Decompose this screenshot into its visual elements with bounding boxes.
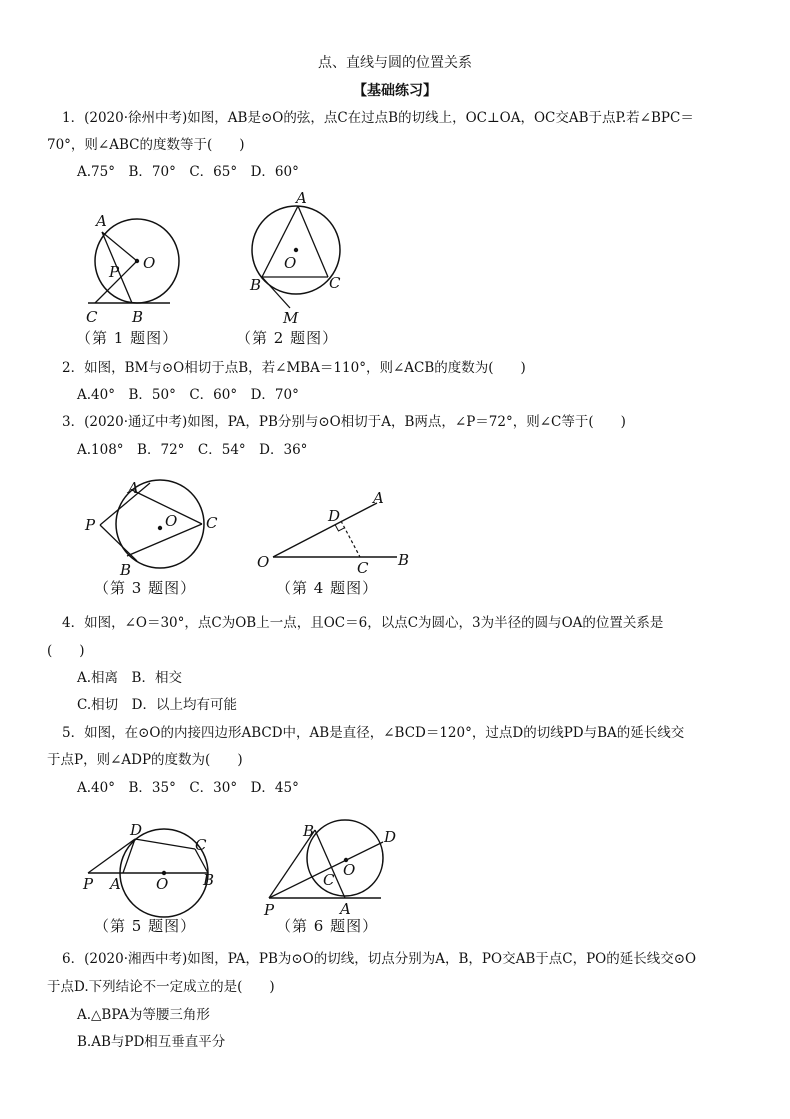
fig6-label-D: D bbox=[384, 828, 397, 846]
fig6-label-P: P bbox=[264, 901, 275, 919]
figure-1-diagram bbox=[80, 200, 190, 330]
fig1-label-C: C bbox=[86, 308, 98, 326]
q1-text-line1: 1．(2020·徐州中考)如图，AB是⊙O的弦，点C在过点B的切线上，OC⊥OA，OC交AB于点P.若∠BPC＝ bbox=[62, 110, 694, 126]
q2-options: A.40° B．50° C．60° D．70° bbox=[77, 387, 299, 403]
figure-6-caption: （第 6 题图） bbox=[276, 917, 379, 935]
fig5-label-A: A bbox=[110, 875, 121, 893]
figure-6-diagram bbox=[255, 818, 405, 918]
fig2-label-O: O bbox=[284, 254, 297, 272]
fig4-label-O: O bbox=[257, 553, 270, 571]
fig3-label-A: A bbox=[128, 479, 139, 497]
figure-5-caption: （第 5 题图） bbox=[94, 917, 197, 935]
section-heading: 【基础练习】 bbox=[353, 83, 437, 99]
fig6-label-A: A bbox=[340, 900, 351, 918]
q4-options-row1: A.相离 B．相交 bbox=[77, 670, 182, 686]
fig3-label-C: C bbox=[206, 514, 218, 532]
fig1-label-O: O bbox=[143, 254, 156, 272]
figure-3-caption: （第 3 题图） bbox=[94, 579, 197, 597]
fig5-label-O: O bbox=[156, 875, 169, 893]
fig4-label-D: D bbox=[328, 507, 341, 525]
figure-4-diagram bbox=[255, 485, 420, 575]
q5-text-line2: 于点P，则∠ADP的度数为( ) bbox=[47, 752, 243, 768]
q1-options: A.75° B．70° C．65° D．60° bbox=[77, 164, 299, 180]
q4-text-line1: 4．如图，∠O＝30°，点C为OB上一点，且OC＝6，以点C为圆心，3为半径的圆与OA的位置关系是 bbox=[62, 615, 664, 631]
fig1-label-B: B bbox=[132, 308, 144, 326]
q4-text-line2: ( ) bbox=[47, 643, 85, 659]
fig1-label-P: P bbox=[109, 263, 120, 281]
fig5-label-C: C bbox=[195, 836, 207, 854]
fig6-label-B: B bbox=[303, 822, 315, 840]
page-title: 点、直线与圆的位置关系 bbox=[318, 55, 472, 71]
q5-options: A.40° B．35° C．30° D．45° bbox=[77, 780, 299, 796]
fig6-label-C: C bbox=[323, 871, 335, 889]
fig5-label-P: P bbox=[83, 875, 94, 893]
q6-option-a: A.△BPA为等腰三角形 bbox=[77, 1007, 210, 1023]
q6-text-line2: 于点D.下列结论不一定成立的是( ) bbox=[47, 979, 275, 995]
q3-options: A.108° B．72° C．54° D．36° bbox=[77, 442, 308, 458]
q5-text-line1: 5．如图，在⊙O的内接四边形ABCD中，AB是直径，∠BCD＝120°，过点D的切线PD与BA的延长线交 bbox=[62, 725, 685, 741]
fig2-label-A: A bbox=[296, 189, 307, 207]
fig2-label-B: B bbox=[250, 276, 262, 294]
q4-options-row2: C.相切 D．以上均有可能 bbox=[77, 697, 237, 713]
fig2-label-M: M bbox=[283, 309, 299, 327]
figure-4-caption: （第 4 题图） bbox=[276, 579, 379, 597]
figure-2-diagram bbox=[240, 190, 360, 330]
fig1-label-A: A bbox=[96, 212, 107, 230]
figure-1-caption: （第 1 题图） bbox=[76, 329, 179, 347]
fig5-label-D: D bbox=[130, 821, 143, 839]
q6-option-b: B.AB与PD相互垂直平分 bbox=[77, 1034, 226, 1050]
fig3-label-O: O bbox=[165, 512, 178, 530]
fig4-label-A: A bbox=[373, 489, 384, 507]
q1-text-line2: 70°，则∠ABC的度数等于( ) bbox=[47, 137, 245, 153]
figure-2-caption: （第 2 题图） bbox=[236, 329, 339, 347]
q3-text-line1: 3．(2020·通辽中考)如图，PA，PB分别与⊙O相切于A，B两点，∠P＝72°，则∠C等于( ) bbox=[62, 414, 626, 430]
fig3-label-P: P bbox=[85, 516, 96, 534]
fig6-label-O: O bbox=[343, 861, 356, 879]
fig4-label-C: C bbox=[357, 559, 369, 577]
q6-text-line1: 6．(2020·湘西中考)如图，PA，PB为⊙O的切线，切点分别为A，B，PO交AB于点C，PO的延长线交⊙O bbox=[62, 951, 697, 967]
fig3-label-B: B bbox=[120, 561, 132, 579]
figure-5-diagram bbox=[80, 815, 230, 915]
fig2-label-C: C bbox=[329, 274, 341, 292]
fig5-label-B: B bbox=[203, 871, 215, 889]
figure-3-diagram bbox=[80, 478, 230, 578]
q2-text-line1: 2．如图，BM与⊙O相切于点B，若∠MBA＝110°，则∠ACB的度数为( ) bbox=[62, 360, 526, 376]
fig4-label-B: B bbox=[398, 551, 410, 569]
